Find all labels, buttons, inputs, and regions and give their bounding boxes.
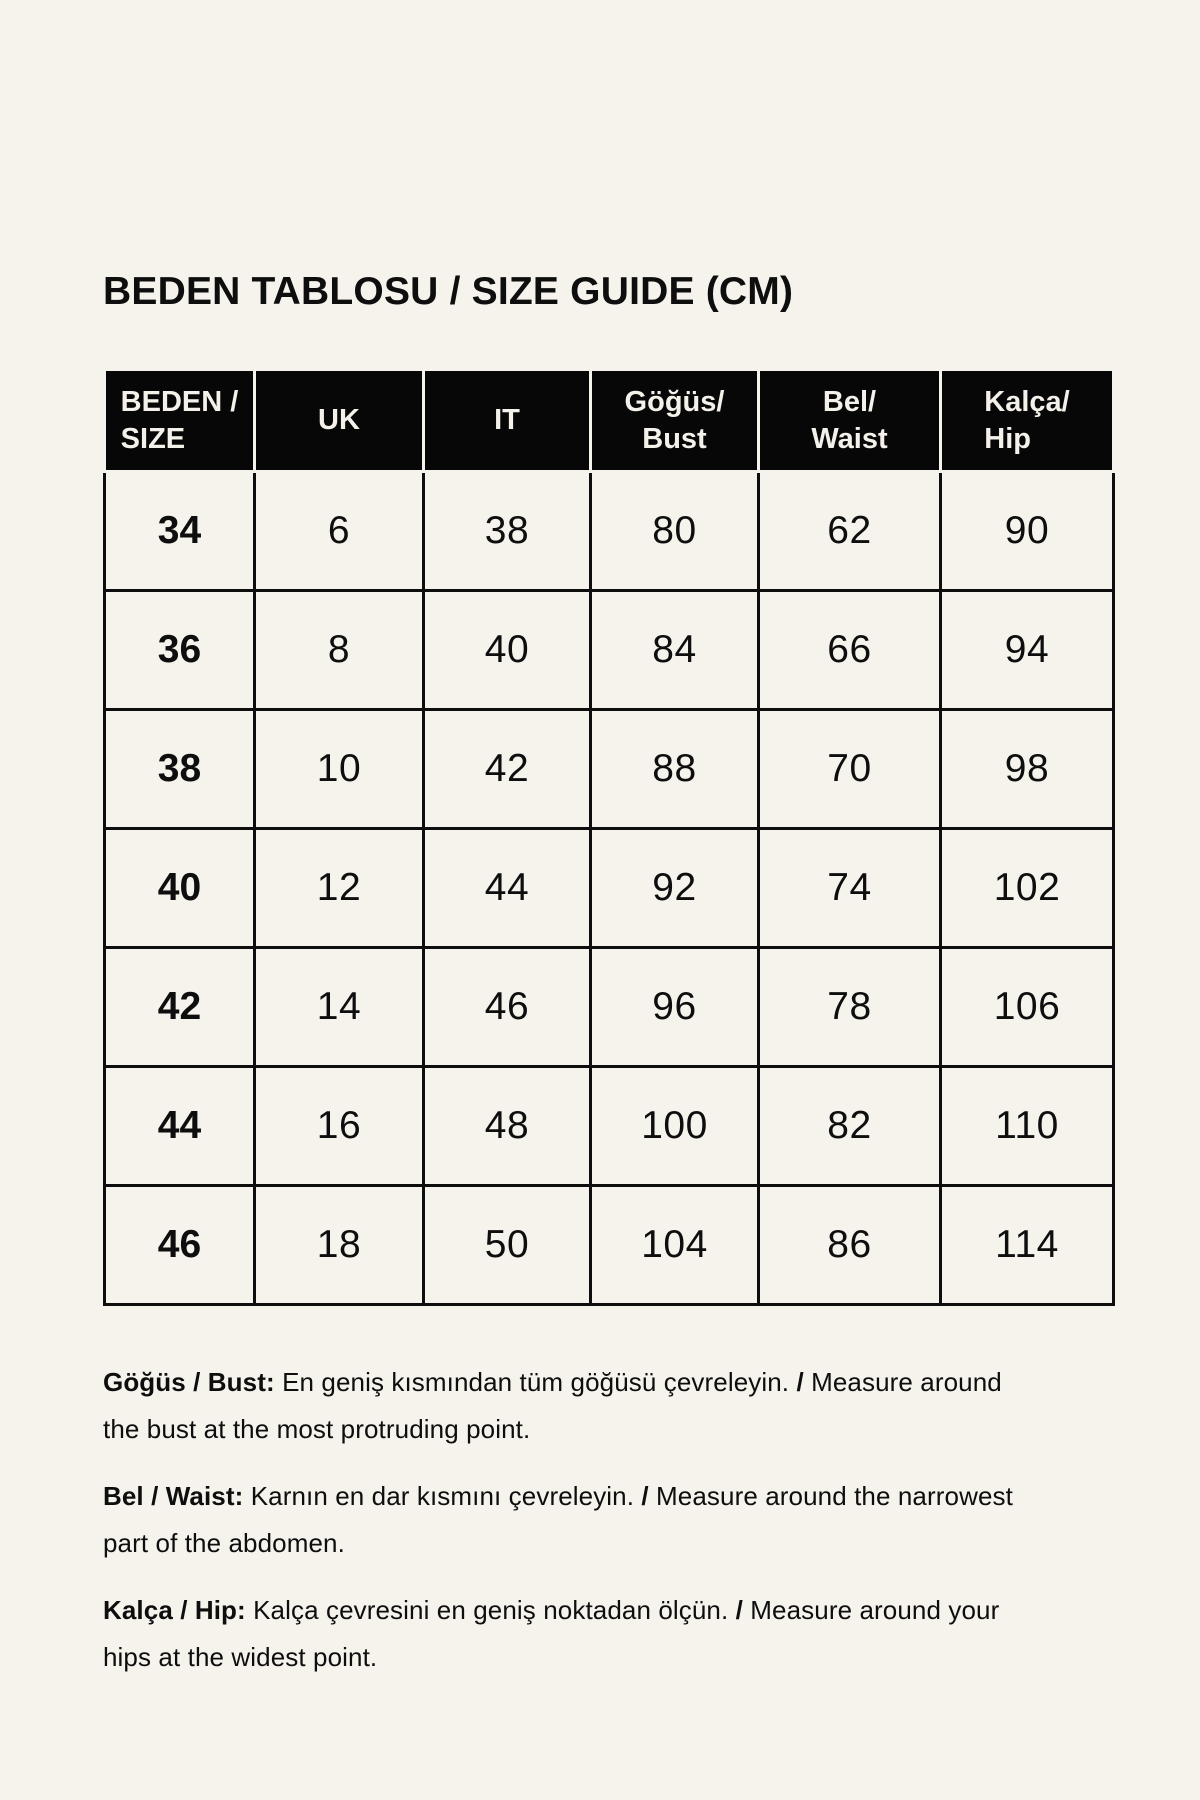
- cell-beden-size: 44: [105, 1067, 255, 1186]
- cell-beden-size: 38: [105, 710, 255, 829]
- cell-it: 46: [424, 948, 591, 1067]
- cell-waist: 86: [759, 1186, 941, 1305]
- col-header-hip: [941, 370, 1114, 472]
- col-header-waist: [759, 370, 941, 472]
- cell-hip: 114: [941, 1186, 1114, 1305]
- cell-bust: 80: [591, 472, 759, 591]
- note-segment: /: [796, 1367, 804, 1397]
- note-segment: Kalça / Hip:: [103, 1595, 246, 1625]
- cell-beden-size: 36: [105, 591, 255, 710]
- cell-hip: 102: [941, 829, 1114, 948]
- cell-beden-size: 34: [105, 472, 255, 591]
- cell-waist: 70: [759, 710, 941, 829]
- note-segment: Kalça çevresini en geniş noktadan ölçün.: [245, 1595, 736, 1625]
- table-row: [105, 710, 1114, 829]
- cell-hip: 94: [941, 591, 1114, 710]
- cell-beden-size: 46: [105, 1186, 255, 1305]
- cell-uk: 14: [255, 948, 424, 1067]
- cell-bust: 96: [591, 948, 759, 1067]
- note-segment: Measure around your hips at the widest point.: [103, 1595, 1000, 1672]
- col-header-text: [121, 384, 239, 457]
- header-row: [105, 370, 1114, 472]
- cell-waist: 66: [759, 591, 941, 710]
- note-segment: /: [735, 1595, 743, 1625]
- note-segment: /: [641, 1481, 649, 1511]
- cell-it: 50: [424, 1186, 591, 1305]
- col-header-line: Waist: [811, 422, 888, 455]
- cell-hip: 106: [941, 948, 1114, 1067]
- note-segment: Bel / Waist:: [103, 1481, 244, 1511]
- table-row: [105, 1067, 1114, 1186]
- note-segment: Göğüs / Bust:: [103, 1367, 275, 1397]
- table-row: [105, 829, 1114, 948]
- cell-bust: 92: [591, 829, 759, 948]
- col-header-line: Göğüs/: [624, 385, 725, 418]
- note-segment: Measure around the narrowest part of the abdomen.: [103, 1481, 1013, 1558]
- cell-it: 44: [424, 829, 591, 948]
- measurement-note: [103, 1359, 1015, 1453]
- col-header-line: Bel/: [822, 385, 877, 418]
- cell-bust: 100: [591, 1067, 759, 1186]
- col-header-beden-size: [105, 370, 255, 472]
- cell-uk: 12: [255, 829, 424, 948]
- cell-uk: 18: [255, 1186, 424, 1305]
- cell-waist: 78: [759, 948, 941, 1067]
- cell-beden-size: 42: [105, 948, 255, 1067]
- note-segment: Measure around the bust at the most protruding point.: [103, 1367, 1002, 1444]
- table-row: [105, 948, 1114, 1067]
- measurement-note: [103, 1587, 1015, 1681]
- cell-beden-size: 40: [105, 829, 255, 948]
- table-row: [105, 1186, 1114, 1305]
- col-header-text: [318, 402, 360, 439]
- cell-it: 40: [424, 591, 591, 710]
- col-header-text: [625, 384, 725, 457]
- col-header-uk: [255, 370, 424, 472]
- col-header-it: [424, 370, 591, 472]
- col-header-line: SIZE: [120, 422, 186, 455]
- cell-hip: 90: [941, 472, 1114, 591]
- note-segment: Karnın en dar kısmını çevreleyin.: [243, 1481, 642, 1511]
- cell-bust: 104: [591, 1186, 759, 1305]
- cell-bust: 84: [591, 591, 759, 710]
- cell-uk: 6: [255, 472, 424, 591]
- size-table: [103, 368, 1115, 1306]
- col-header-line: BEDEN /: [120, 385, 239, 418]
- table-row: [105, 591, 1114, 710]
- measurement-note: [103, 1473, 1015, 1567]
- cell-waist: 82: [759, 1067, 941, 1186]
- col-header-line: UK: [318, 404, 360, 437]
- cell-hip: 110: [941, 1067, 1114, 1186]
- size-table-header: [105, 370, 1114, 472]
- col-header-text: [811, 384, 887, 457]
- col-header-line: Hip: [984, 422, 1031, 455]
- col-header-bust: [591, 370, 759, 472]
- col-header-line: IT: [494, 404, 520, 437]
- size-table-body: [105, 472, 1114, 1305]
- page-title: BEDEN TABLOSU / SIZE GUIDE (CM): [103, 270, 794, 313]
- cell-it: 38: [424, 472, 591, 591]
- cell-uk: 10: [255, 710, 424, 829]
- cell-waist: 74: [759, 829, 941, 948]
- cell-hip: 98: [941, 710, 1114, 829]
- col-header-line: Bust: [642, 422, 707, 455]
- col-header-text: [494, 402, 520, 439]
- note-segment: En geniş kısmından tüm göğüsü çevreleyin.: [274, 1367, 797, 1397]
- col-header-text: [984, 384, 1069, 457]
- cell-waist: 62: [759, 472, 941, 591]
- col-header-line: Kalça/: [984, 385, 1070, 418]
- cell-uk: 8: [255, 591, 424, 710]
- cell-bust: 88: [591, 710, 759, 829]
- cell-uk: 16: [255, 1067, 424, 1186]
- table-row: [105, 472, 1114, 591]
- cell-it: 42: [424, 710, 591, 829]
- cell-it: 48: [424, 1067, 591, 1186]
- measurement-notes: [103, 1359, 1015, 1681]
